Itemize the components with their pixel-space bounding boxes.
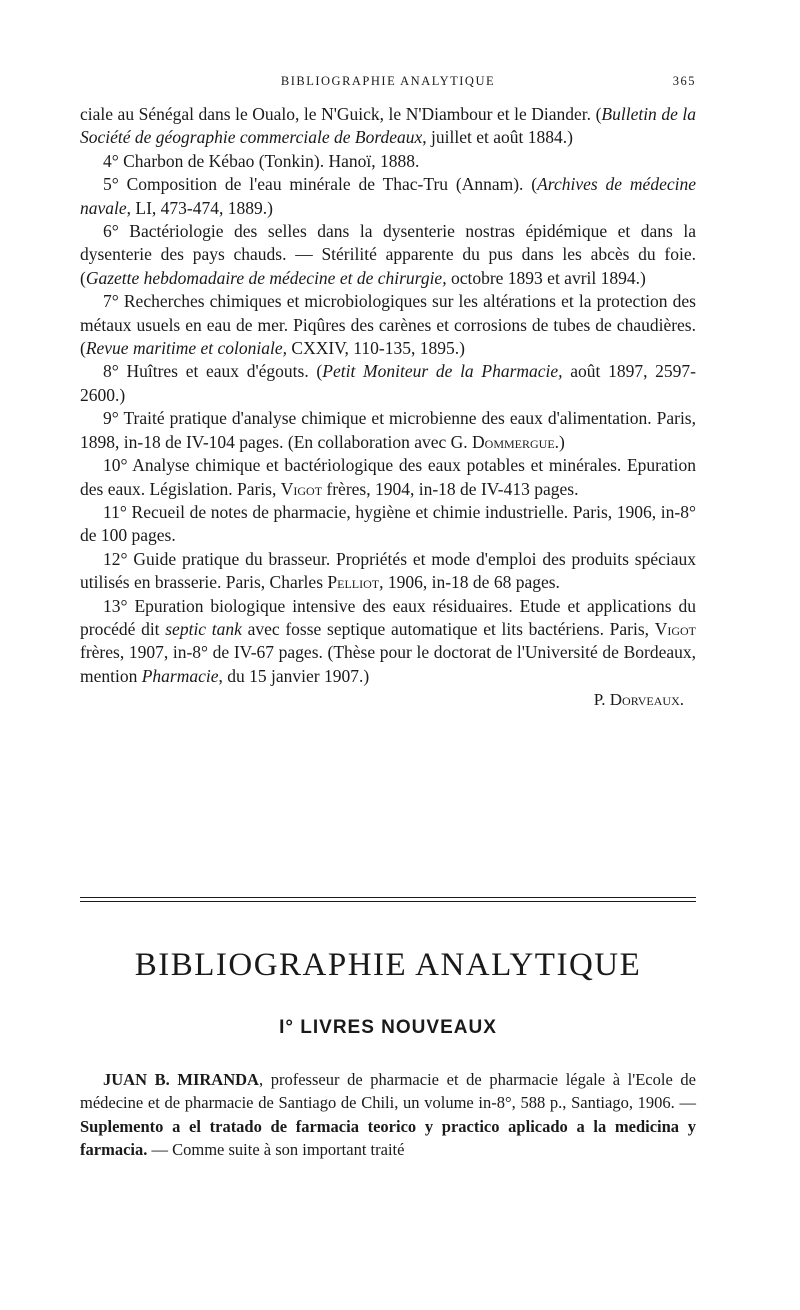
list-item: 6° Bactériologie des selles dans la dysenterie nostras épidémique et dans la dysenterie des pays chauds. — Stérilité apparente du pus dans les abcès du foie. (Gazette hebdomadaire de médecine et de chirurgie, octobre 1893 et avril 1894.) xyxy=(80,221,696,288)
bibliography-entry: JUAN B. MIRANDA, professeur de pharmacie et de pharmacie légale à l'Ecole de médecine et de pharmacie de Santiago de Chili, un volume in-8°, 588 p., Santiago, 1906. — Suplemento a el tratado de farmacia teorico y practico aplicado a la medicina y farmacia. — Comme suite à son important traité xyxy=(80,1069,696,1159)
list-item: 4° Charbon de Kébao (Tonkin). Hanoï, 1888. xyxy=(103,150,420,171)
entry-author: JUAN B. MIRANDA xyxy=(103,1069,259,1089)
continued-item: ciale au Sénégal dans le Oualo, le N'Guick, le N'Diambour et le Diander. (Bulletin de la Société de géographie commerciale de Bordeaux, juillet et août 1884.) xyxy=(80,104,696,148)
divider-rule-bottom xyxy=(80,901,696,902)
list-item: 9° Traité pratique d'analyse chimique et microbienne des eaux d'alimentation. Paris, 1898, in-18 de IV-104 pages. (En collaboration avec G. Dommergue.) xyxy=(80,408,696,452)
list-item: 8° Huîtres et eaux d'égouts. (Petit Moniteur de la Pharmacie, août 1897, 2597-2600.) xyxy=(80,361,696,405)
divider-rule-top xyxy=(80,897,696,898)
page-number: 365 xyxy=(672,74,696,88)
list-item: 11° Recueil de notes de pharmacie, hygiène et chimie industrielle. Paris, 1906, in-8° de 100 pages. xyxy=(80,501,696,546)
item-number: 9° xyxy=(103,408,119,429)
running-title: BIBLIOGRAPHIE ANALYTIQUE xyxy=(280,74,496,88)
section-divider xyxy=(80,897,696,905)
item-number: 7° xyxy=(103,291,119,312)
item-number: 8° xyxy=(103,361,119,382)
item-number: 13° xyxy=(103,595,128,616)
section-title: BIBLIOGRAPHIE ANALYTIQUE xyxy=(134,947,642,983)
item-number: 6° xyxy=(103,221,119,242)
list-item: 12° Guide pratique du brasseur. Propriétés et mode d'emploi des produits spéciaux utilisés en brasserie. Paris, Charles Pelliot, 1906, in-18 de 68 pages. xyxy=(80,548,696,593)
item-number: 12° xyxy=(103,548,128,569)
bibliography-list xyxy=(80,103,696,712)
list-item: 13° Epuration biologique intensive des eaux résiduaires. Etude et applications du procédé dit septic tank avec fosse septique automatique et lits bactériens. Paris, Vigot frères, 1907, in-8° de IV-67 pages. (Thèse pour le doctorat de l'Université de Bordeaux, mention Pharmacie, du 15 janvier 1907.) xyxy=(80,595,697,686)
item-number: 10° xyxy=(103,455,128,476)
item-number: 4° xyxy=(103,150,119,171)
entry-book-title: Suplemento a el tratado de farmacia teorico y practico aplicado a la medicina y farmacia. xyxy=(80,1116,696,1159)
list-item: 10° Analyse chimique et bactériologique des eaux potables et minérales. Epuration des eaux. Législation. Paris, Vigot frères, 1904, in-18 de IV-413 pages. xyxy=(80,455,696,499)
item-number: 11° xyxy=(103,501,127,522)
subsection-title: I° LIVRES NOUVEAUX xyxy=(279,1017,497,1038)
item-number: 5° xyxy=(103,174,119,195)
list-item: 5° Composition de l'eau minérale de Thac-Tru (Annam). (Archives de médecine navale, LI, 473-474, 1889.) xyxy=(80,174,696,218)
list-item: 7° Recherches chimiques et microbiologiques sur les altérations et la protection des métaux usuels en eau de mer. Piqûres des carènes et corrosions de tubes de chaudières. (Revue maritime et coloniale, CXXIV, 110-135, 1895.) xyxy=(80,291,696,359)
author-signature: P. Dorveaux. xyxy=(593,690,684,710)
